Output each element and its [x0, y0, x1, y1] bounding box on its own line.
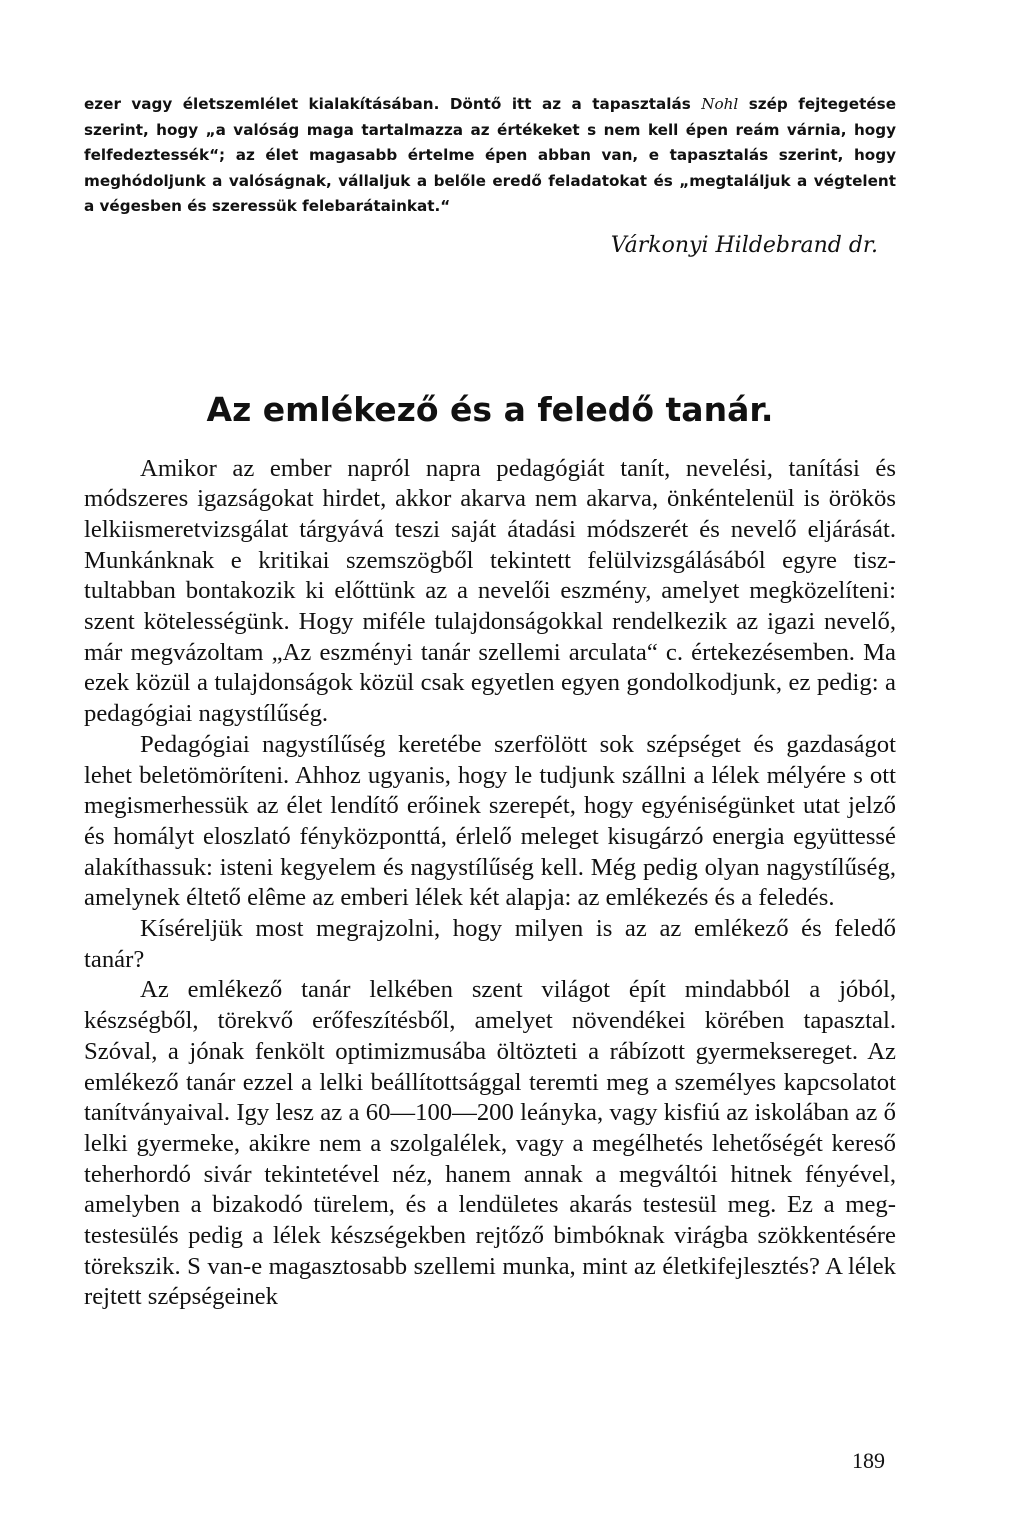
- page-number: 189: [852, 1448, 885, 1473]
- article-title: Az emlékező és a feledő tanár.: [206, 389, 774, 429]
- paragraph: Az emlékező tanár lelkében szent világot épít mindabból a jóból, készségből, törekvő erőfeszítésből, amelyet növendékei körében tapasztal. Szóval, a jónak fenkölt optimizmusába öltözteti a rábízott gyermeksereget. Az emlékező tanár ezzel a lelki beállítottsággal teremti meg a személyes kapcsolatot tanítványaival. Igy lesz az a 60—100—200 leányka, vagy kisfiú az iskolában az ő lelki gyermeke, akikre nem a szolgalélek, vagy a megélhetés lehetőségét kereső teherhordó sivár tekintetével néz, hanem annak a megváltói hitnek fényével, amelyben a bizakodó türelem, és a lendületes akarás testesül meg. Ez a megtestesülés pedig a lélek készségekben rejtőző bimbóknak virágba szökkentésére törekszik. S van-e magasztosabb szellemi munka, mint az életkifejlesztés? A lélek rejtett szépségeinek: [84, 976, 896, 1311]
- book-page: [84, 92, 896, 1492]
- paragraph: Amikor az ember napról napra pedagógiát tanít, nevelési, tanítási és módszeres igazságokat hirdet, akkor akarva nem akarva, önkéntelenül is örökös lelkiismeretvizsgálat tárgyává teszi saját átadási módszerét és nevelő eljárását. Munkánknak e kritikai szemszögből tekintett felülvizsgálásából egyre tisztultabban bontakozik ki előttünk az a nevelői eszmény, amelyet megközelíteni: szent kötelességünk. Hogy miféle tulajdonságokkal rendelkezik az igazi nevelő, már megvázoltam „Az eszményi tanár szellemi arculata“ c. értekezésemben. Ma ezek közül a tulajdonságok közül csak egyetlen egyen gondolkodjunk, ez pedig: a pedagógiai nagystílűség.: [84, 454, 896, 728]
- paragraph: Kíséreljük most megrajzolni, hogy milyen is az az emlékező és feledő tanár?: [84, 915, 896, 973]
- paragraph: Pedagógiai nagystílűség keretébe szerfölött sok szépséget és gazdaságot lehet beletömöríteni. Ahhoz ugyanis, hogy le tudjunk szállni a lélek mélyére s ott megismerhessük az élet lendítő erőinek szerepét, hogy egyéniségünket utat jelző és homályt eloszlató fényközponttá, érlelő meleget kisugárzó energia együttessé alakíthassuk: isteni kegyelem és nagystílűség kell. Még pedig olyan nagystílűség, amelynek éltető elême az emberi lélek két alapja: az emlékezés és a feledés.: [84, 730, 896, 912]
- signature: Várkonyi Hildebrand dr.: [610, 232, 878, 258]
- previous-article-conclusion: [84, 92, 896, 220]
- article-body: [84, 454, 896, 1314]
- previous-text-before: ezer vagy életszemlélet kialakításában. Döntő itt az a tapasztalás: [84, 95, 702, 113]
- previous-text-after: szép fejtegetése szerint, hogy „a valóság maga tartalmazza az értékeket s nem kell épen reám várnia, hogy felfedeztessék“; az élet magasabb értelme épen abban van, e tapasztalás szerint, hogy meghódoljunk a valóságnak, vállaljuk a belőle eredő feladatokat és „megtaláljuk a végtelent a végesben és szeressük felebarátainkat.“: [84, 95, 897, 215]
- author-name-italic: Nohl: [701, 95, 739, 113]
